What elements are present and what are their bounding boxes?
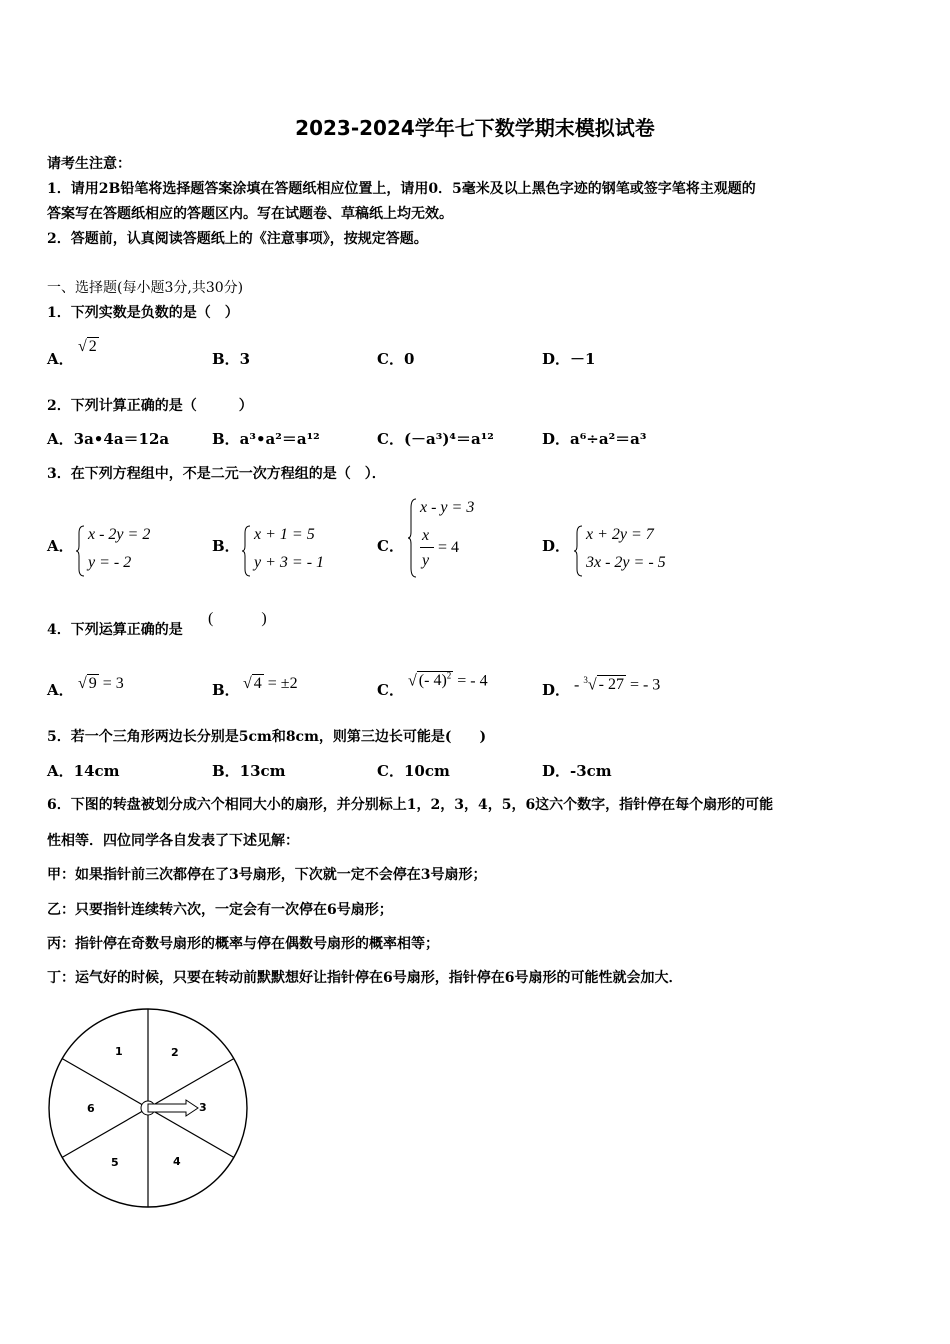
q3-c-denominator: y [422,552,430,569]
q3-stem: 3．在下列方程组中，不是二元一次方程组的是（ ）． [47,466,386,482]
q2-option-b: B．a³•a²＝a¹² [212,430,320,448]
q1-option-d: D．－1 [542,350,596,368]
q4-option-c-label: C． [377,681,404,699]
spinner-label-6: 6 [87,1102,95,1115]
q1-option-a-label: A． [47,350,74,368]
q3-a-brace [76,525,86,577]
q1-stem: 1．下列实数是负数的是（ ） [47,305,239,321]
q5-option-a: A．14cm [47,762,120,780]
q4-a-radicand: 9 [88,675,97,692]
q4-d-result: = - 3 [629,676,661,694]
q4-option-b-expr: √ 4 = ±2 [243,675,298,692]
q4-c-radicand [417,671,453,689]
q6-view-bing: 丙：指针停在奇数号扇形的概率与停在偶数号扇形的概率相等； [47,936,439,952]
q3-option-b-label: B． [212,537,240,555]
q3-d-brace [574,525,584,577]
q4-d-sign: - [574,676,584,694]
spinner-label-1: 1 [115,1045,123,1058]
q4-c-result: = - 4 [457,672,488,690]
spinner-label-3: 3 [199,1101,207,1114]
q4-option-a-expr: √ 9 = 3 [78,675,124,692]
q3-a-eq2: y = - 2 [88,554,132,571]
spinner-figure [44,1004,254,1214]
q1-option-c: C．0 [377,350,415,368]
spinner-label-2: 2 [171,1046,179,1059]
q4-d-radicand: - 27 [598,676,624,694]
q2-option-d: D．a⁶÷a²＝a³ [542,430,647,448]
q4-option-b-label: B． [212,681,240,699]
q3-b-brace [242,525,252,577]
q4-c-exponent: 2 [446,671,452,681]
q2-option-c: C．(－a³)⁴＝a¹² [377,430,494,448]
q1-option-a-radicand: 2 [88,338,97,355]
q1-option-a-expr: √ 2 [78,338,97,355]
q5-stem: 5．若一个三角形两边长分别是5cm和8cm，则第三边长可能是( ) [47,729,487,745]
q3-option-c-label: C． [377,537,404,555]
q4-a-result: = 3 [102,675,124,692]
q5-option-b: B．13cm [212,762,286,780]
q3-c-fraction-bar [420,547,434,548]
q4-paren: ( ) [208,610,267,627]
page-title: 2023-2024学年七下数学期末模拟试卷 [295,116,655,140]
q6-stem-line2: 性相等．四位同学各自发表了下述见解： [47,833,299,849]
q6-view-yi: 乙：只要指针连续转六次，一定会有一次停在6号扇形； [47,902,393,918]
q2-stem: 2．下列计算正确的是（ ） [47,398,253,414]
q4-option-c-expr: √ (- 4)$^2$ = - 4 [408,671,488,690]
q3-c-numerator: x [422,527,430,544]
notice-heading: 请考生注意： [47,156,131,172]
notice-item1-line2: 答案写在答题纸相应的答题区内。写在试题卷、草稿纸上均无效。 [47,206,453,222]
q4-c-base: (- 4) [418,672,447,690]
q6-view-ding: 丁：运气好的时候，只要在转动前默默想好让指针停在6号扇形，指针停在6号扇形的可能性就会加大． [47,970,683,986]
q1-option-b: B．3 [212,350,251,368]
q4-stem: 4．下列运算正确的是 [47,622,183,638]
q6-view-jia: 甲：如果指针前三次都停在了3号扇形，下次就一定不会停在3号扇形； [47,867,487,883]
spinner-label-4: 4 [173,1155,181,1168]
q3-a-eq1: x - 2y = 2 [88,526,151,543]
notice-item2: 2．答题前，认真阅读答题纸上的《注意事项》，按规定答题。 [47,231,428,247]
notice-item1-line1: 1．请用2B铅笔将选择题答案涂填在答题纸相应位置上，请用0．5毫米及以上黑色字迹的钢笔或签字笔将主观题的 [47,181,756,197]
q3-d-eq1: x + 2y = 7 [586,526,654,543]
q4-option-a-label: A． [47,681,74,699]
q3-d-eq2: 3x - 2y = - 5 [586,554,666,571]
spinner-label-5: 5 [111,1156,119,1169]
q4-d-index: 3 [583,675,588,685]
q4-option-d-label: D． [542,681,571,699]
q3-c-eq1: x - y = 3 [420,499,475,516]
q3-option-a-label: A． [47,537,74,555]
q2-option-a: A．3a•4a＝12a [47,430,170,448]
q3-b-eq2: y + 3 = - 1 [254,554,325,571]
q3-c-brace [408,498,418,578]
q5-option-c: C．10cm [377,762,450,780]
section-heading: 一、选择题(每小题3分,共30分) [47,280,244,296]
q5-option-d: D．-3cm [542,762,612,780]
q3-c-eq2-rhs: = 4 [438,539,460,556]
q6-stem-line1: 6．下图的转盘被划分成六个相同大小的扇形，并分别标上1，2，3，4，5，6这六个数字，指针停在每个扇形的可能 [47,797,774,813]
q3-b-eq1: x + 1 = 5 [254,526,315,543]
q4-option-d-expr: - $^3$√ - 27 = - 3 [574,675,661,694]
q4-b-result: = ±2 [267,675,298,692]
q4-b-radicand: 4 [253,675,262,692]
spinner-pointer-arrow [148,1100,198,1116]
q3-option-d-label: D． [542,537,571,555]
